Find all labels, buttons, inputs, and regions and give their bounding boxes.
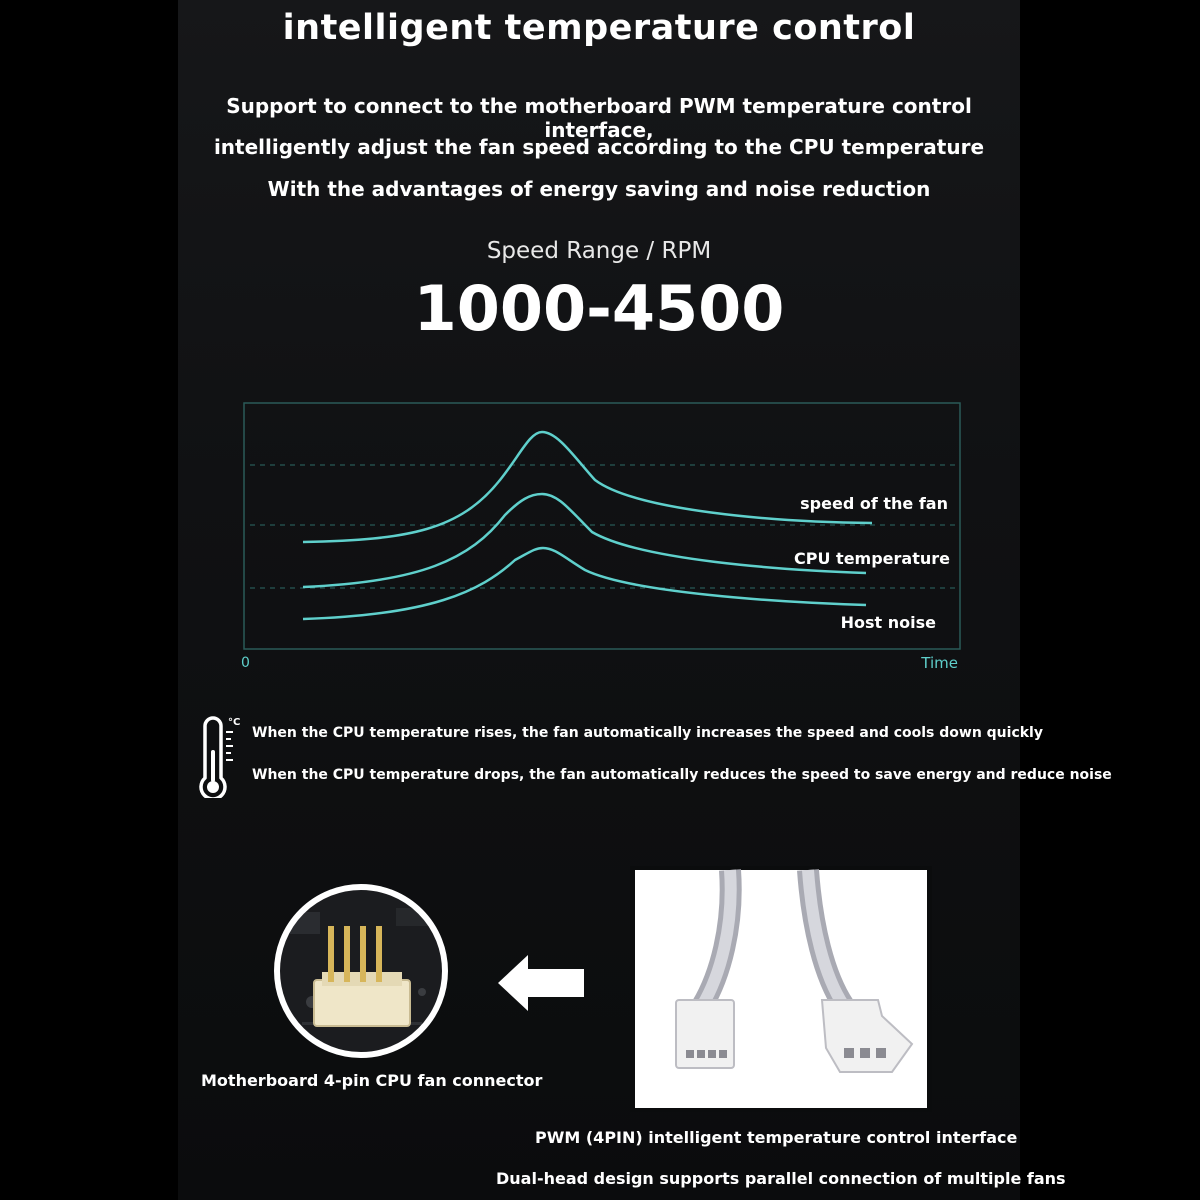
celsius-unit: °C [228,717,241,728]
host-noise-curve [303,548,866,619]
arrow-left-icon [498,955,586,1011]
origin-label: 0 [241,655,250,671]
pwm-cable-photo [630,866,932,1112]
intro-line-3: With the advantages of energy saving and noise reduction [267,177,931,201]
speed-range-value: 1000-4500 [413,272,785,345]
intro-line-2: intelligently adjust the fan speed according to the CPU temperature [213,135,985,159]
x-axis-label: Time [921,654,958,672]
intro-line-1: Support to connect to the motherboard PWM temperature control interface, [226,94,972,142]
speed-range-label: Speed Range / RPM [486,238,712,264]
pwm-interface-caption: PWM (4PIN) intelligent temperature control interface [535,1128,1018,1147]
dual-head-caption: Dual-head design supports parallel connection of multiple fans [496,1169,1066,1188]
fan-speed-curve [303,432,872,542]
note-temperature-rises: When the CPU temperature rises, the fan automatically increases the speed and cools down quickly [252,725,1043,741]
page-title: intelligent temperature control [282,8,916,48]
motherboard-connector-photo [272,882,450,1060]
series-label-host-noise: Host noise [840,613,936,632]
series-label-cpu-temperature: CPU temperature [794,549,950,568]
note-temperature-drops: When the CPU temperature drops, the fan automatically reduces the speed to save energy and reduce noise [252,767,1112,783]
series-label-fan-speed: speed of the fan [800,494,948,513]
cpu-temperature-curve [303,494,866,587]
motherboard-connector-caption: Motherboard 4-pin CPU fan connector [201,1071,543,1090]
temperature-curve-diagram [240,400,970,680]
thermometer-icon [190,714,248,798]
